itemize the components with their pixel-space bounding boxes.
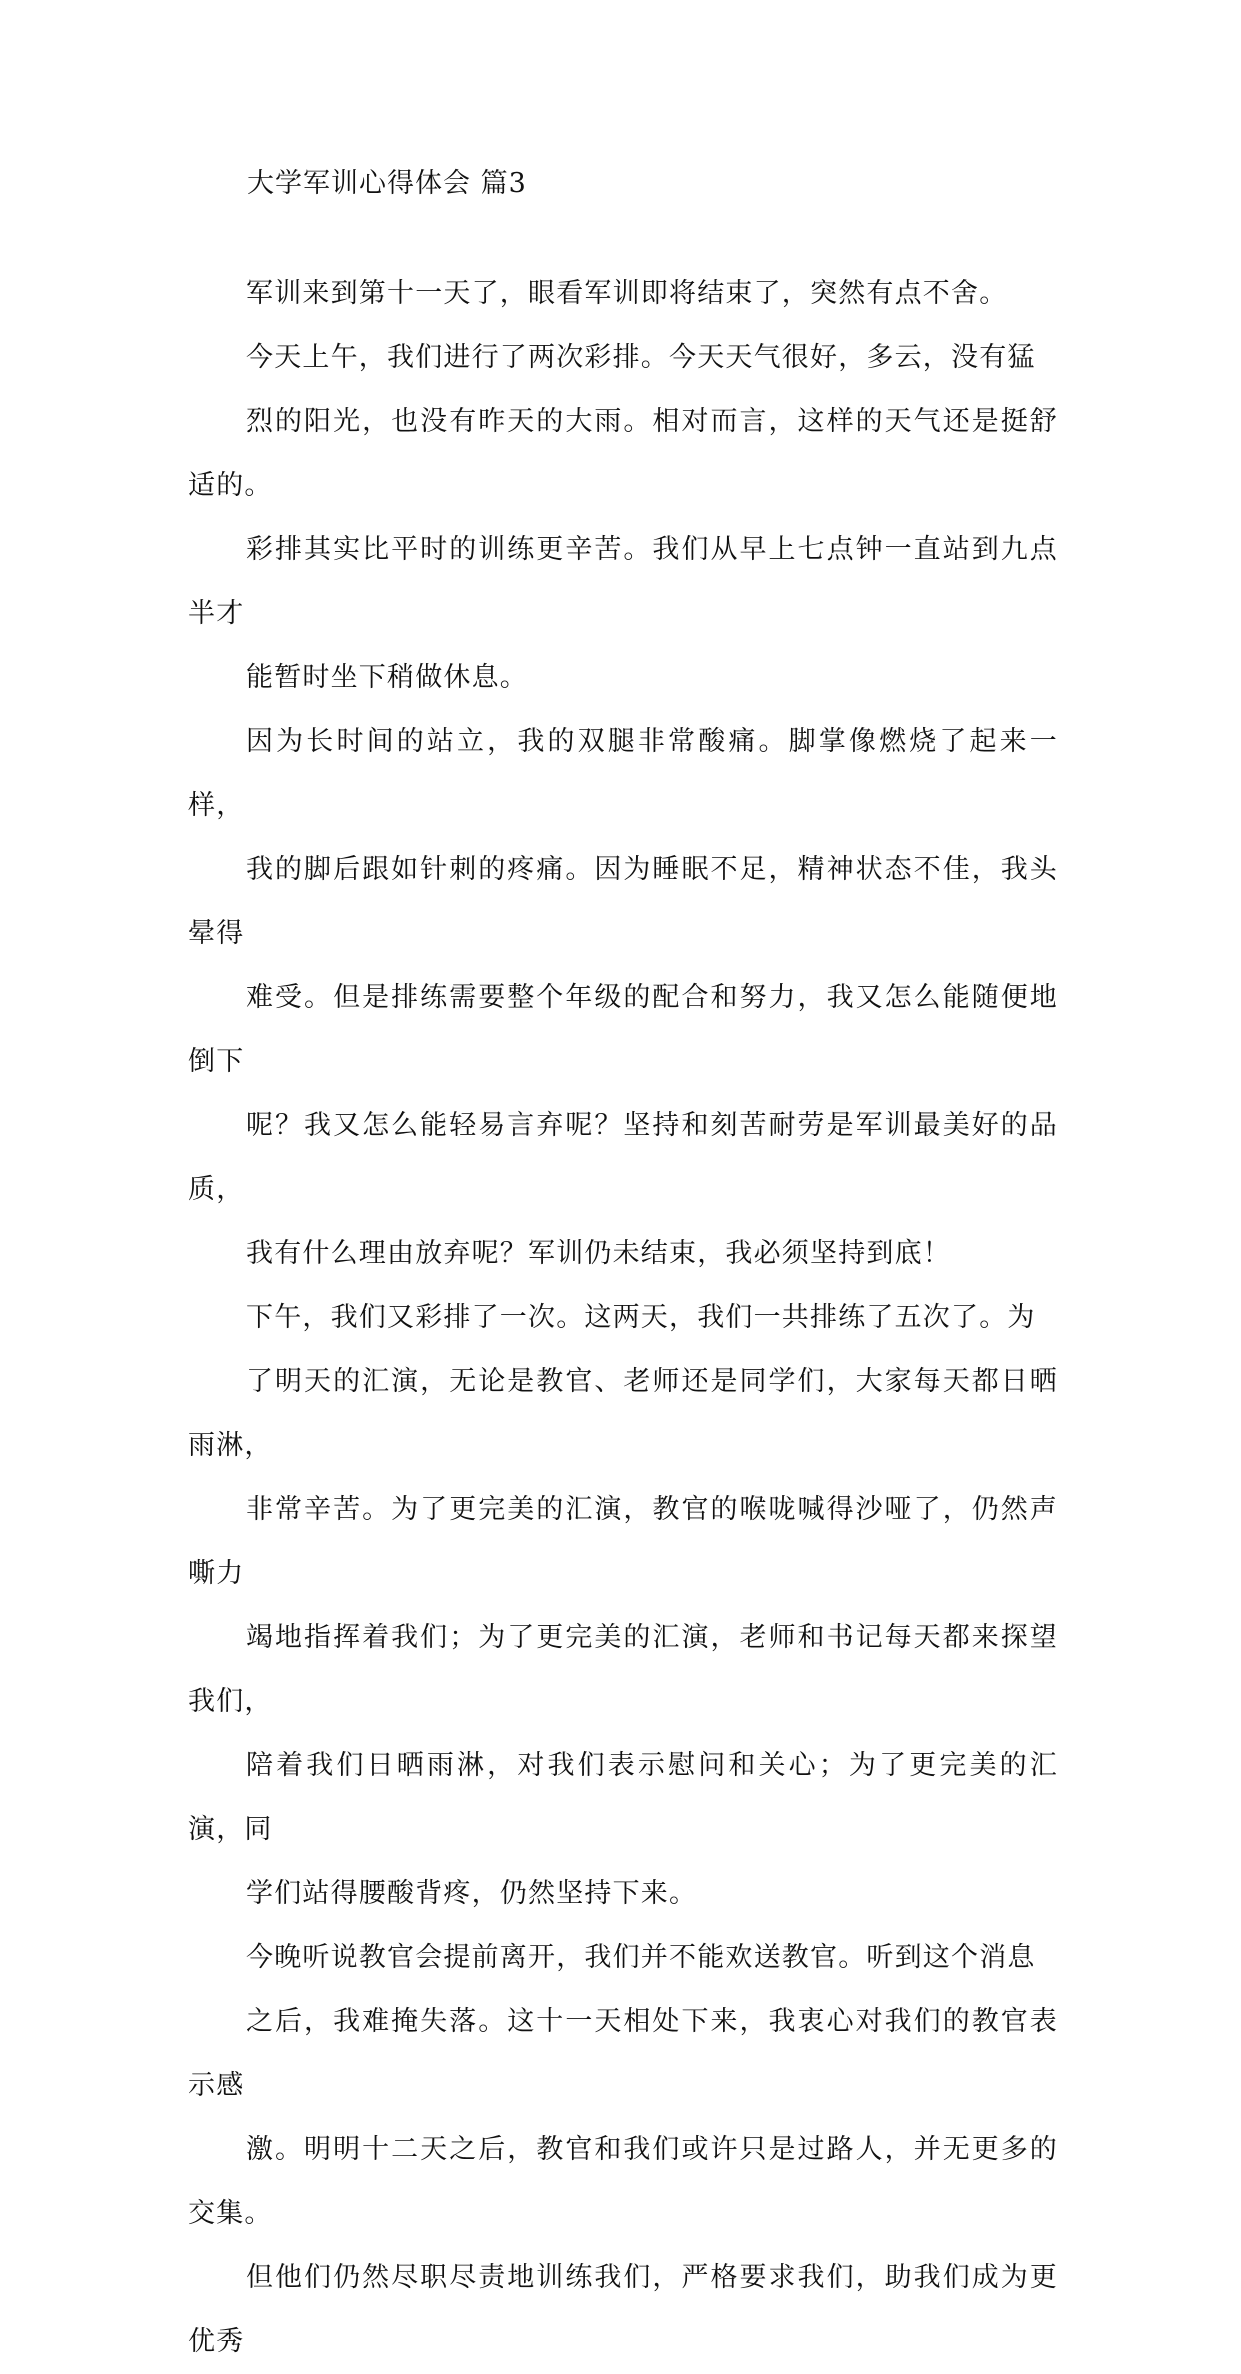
paragraph-1 [188, 262, 1058, 326]
document-body [188, 262, 1058, 2374]
paragraph-line: 非常辛苦。为了更完美的汇演，教官的喉咙喊得沙哑了，仍然声嘶力 [188, 1494, 1058, 1589]
paragraph-3 [188, 710, 1058, 1286]
paragraph-line: 了明天的汇演，无论是教官、老师还是同学们，大家每天都日晒雨淋， [188, 1366, 1058, 1461]
paragraph-4 [188, 1286, 1058, 1926]
paragraph-line: 烈的阳光，也没有昨天的大雨。相对而言，这样的天气还是挺舒适的。 [188, 406, 1058, 501]
paragraph-line: 我有什么理由放弃呢？军训仍未结束，我必须坚持到底！ [246, 1238, 951, 1269]
paragraph-line: 之后，我难掩失落。这十一天相处下来，我衷心对我们的教官表示感 [188, 2006, 1058, 2101]
paragraph-2 [188, 326, 1058, 710]
paragraph-line: 我的脚后跟如针刺的疼痛。因为睡眠不足，精神状态不佳，我头晕得 [188, 854, 1058, 949]
paragraph-line: 下午，我们又彩排了一次。这两天，我们一共排练了五次了。为 [246, 1302, 1036, 1333]
paragraph-line: 激。明明十二天之后，教官和我们或许只是过路人，并无更多的交集。 [188, 2134, 1058, 2229]
paragraph-line: 能暂时坐下稍做休息。 [246, 662, 528, 693]
paragraph-line: 因为长时间的站立，我的双腿非常酸痛。脚掌像燃烧了起来一样， [188, 726, 1058, 821]
paragraph-line: 陪着我们日晒雨淋，对我们表示慰问和关心；为了更完美的汇演，同 [188, 1750, 1058, 1845]
paragraph-line: 今晚听说教官会提前离开，我们并不能欢送教官。听到这个消息 [246, 1942, 1036, 1973]
paragraph-line: 军训来到第十一天了，眼看军训即将结束了，突然有点不舍。 [246, 278, 1008, 309]
paragraph-line: 竭地指挥着我们；为了更完美的汇演，老师和书记每天都来探望我们， [188, 1622, 1058, 1717]
paragraph-line: 今天上午，我们进行了两次彩排。今天天气很好，多云，没有猛 [246, 342, 1036, 373]
paragraph-line: 难受。但是排练需要整个年级的配合和努力，我又怎么能随便地倒下 [188, 982, 1058, 1077]
paragraph-line: 但他们仍然尽职尽责地训练我们，严格要求我们，助我们成为更优秀 [188, 2262, 1058, 2357]
paragraph-line: 学们站得腰酸背疼，仍然坚持下来。 [246, 1878, 698, 1909]
paragraph-line: 呢？我又怎么能轻易言弃呢？坚持和刻苦耐劳是军训最美好的品质， [188, 1110, 1058, 1205]
paragraph-line: 彩排其实比平时的训练更辛苦。我们从早上七点钟一直站到九点半才 [188, 534, 1058, 629]
document-heading: 大学军训心得体会 篇3 [247, 168, 527, 199]
paragraph-5 [188, 1926, 1058, 2374]
